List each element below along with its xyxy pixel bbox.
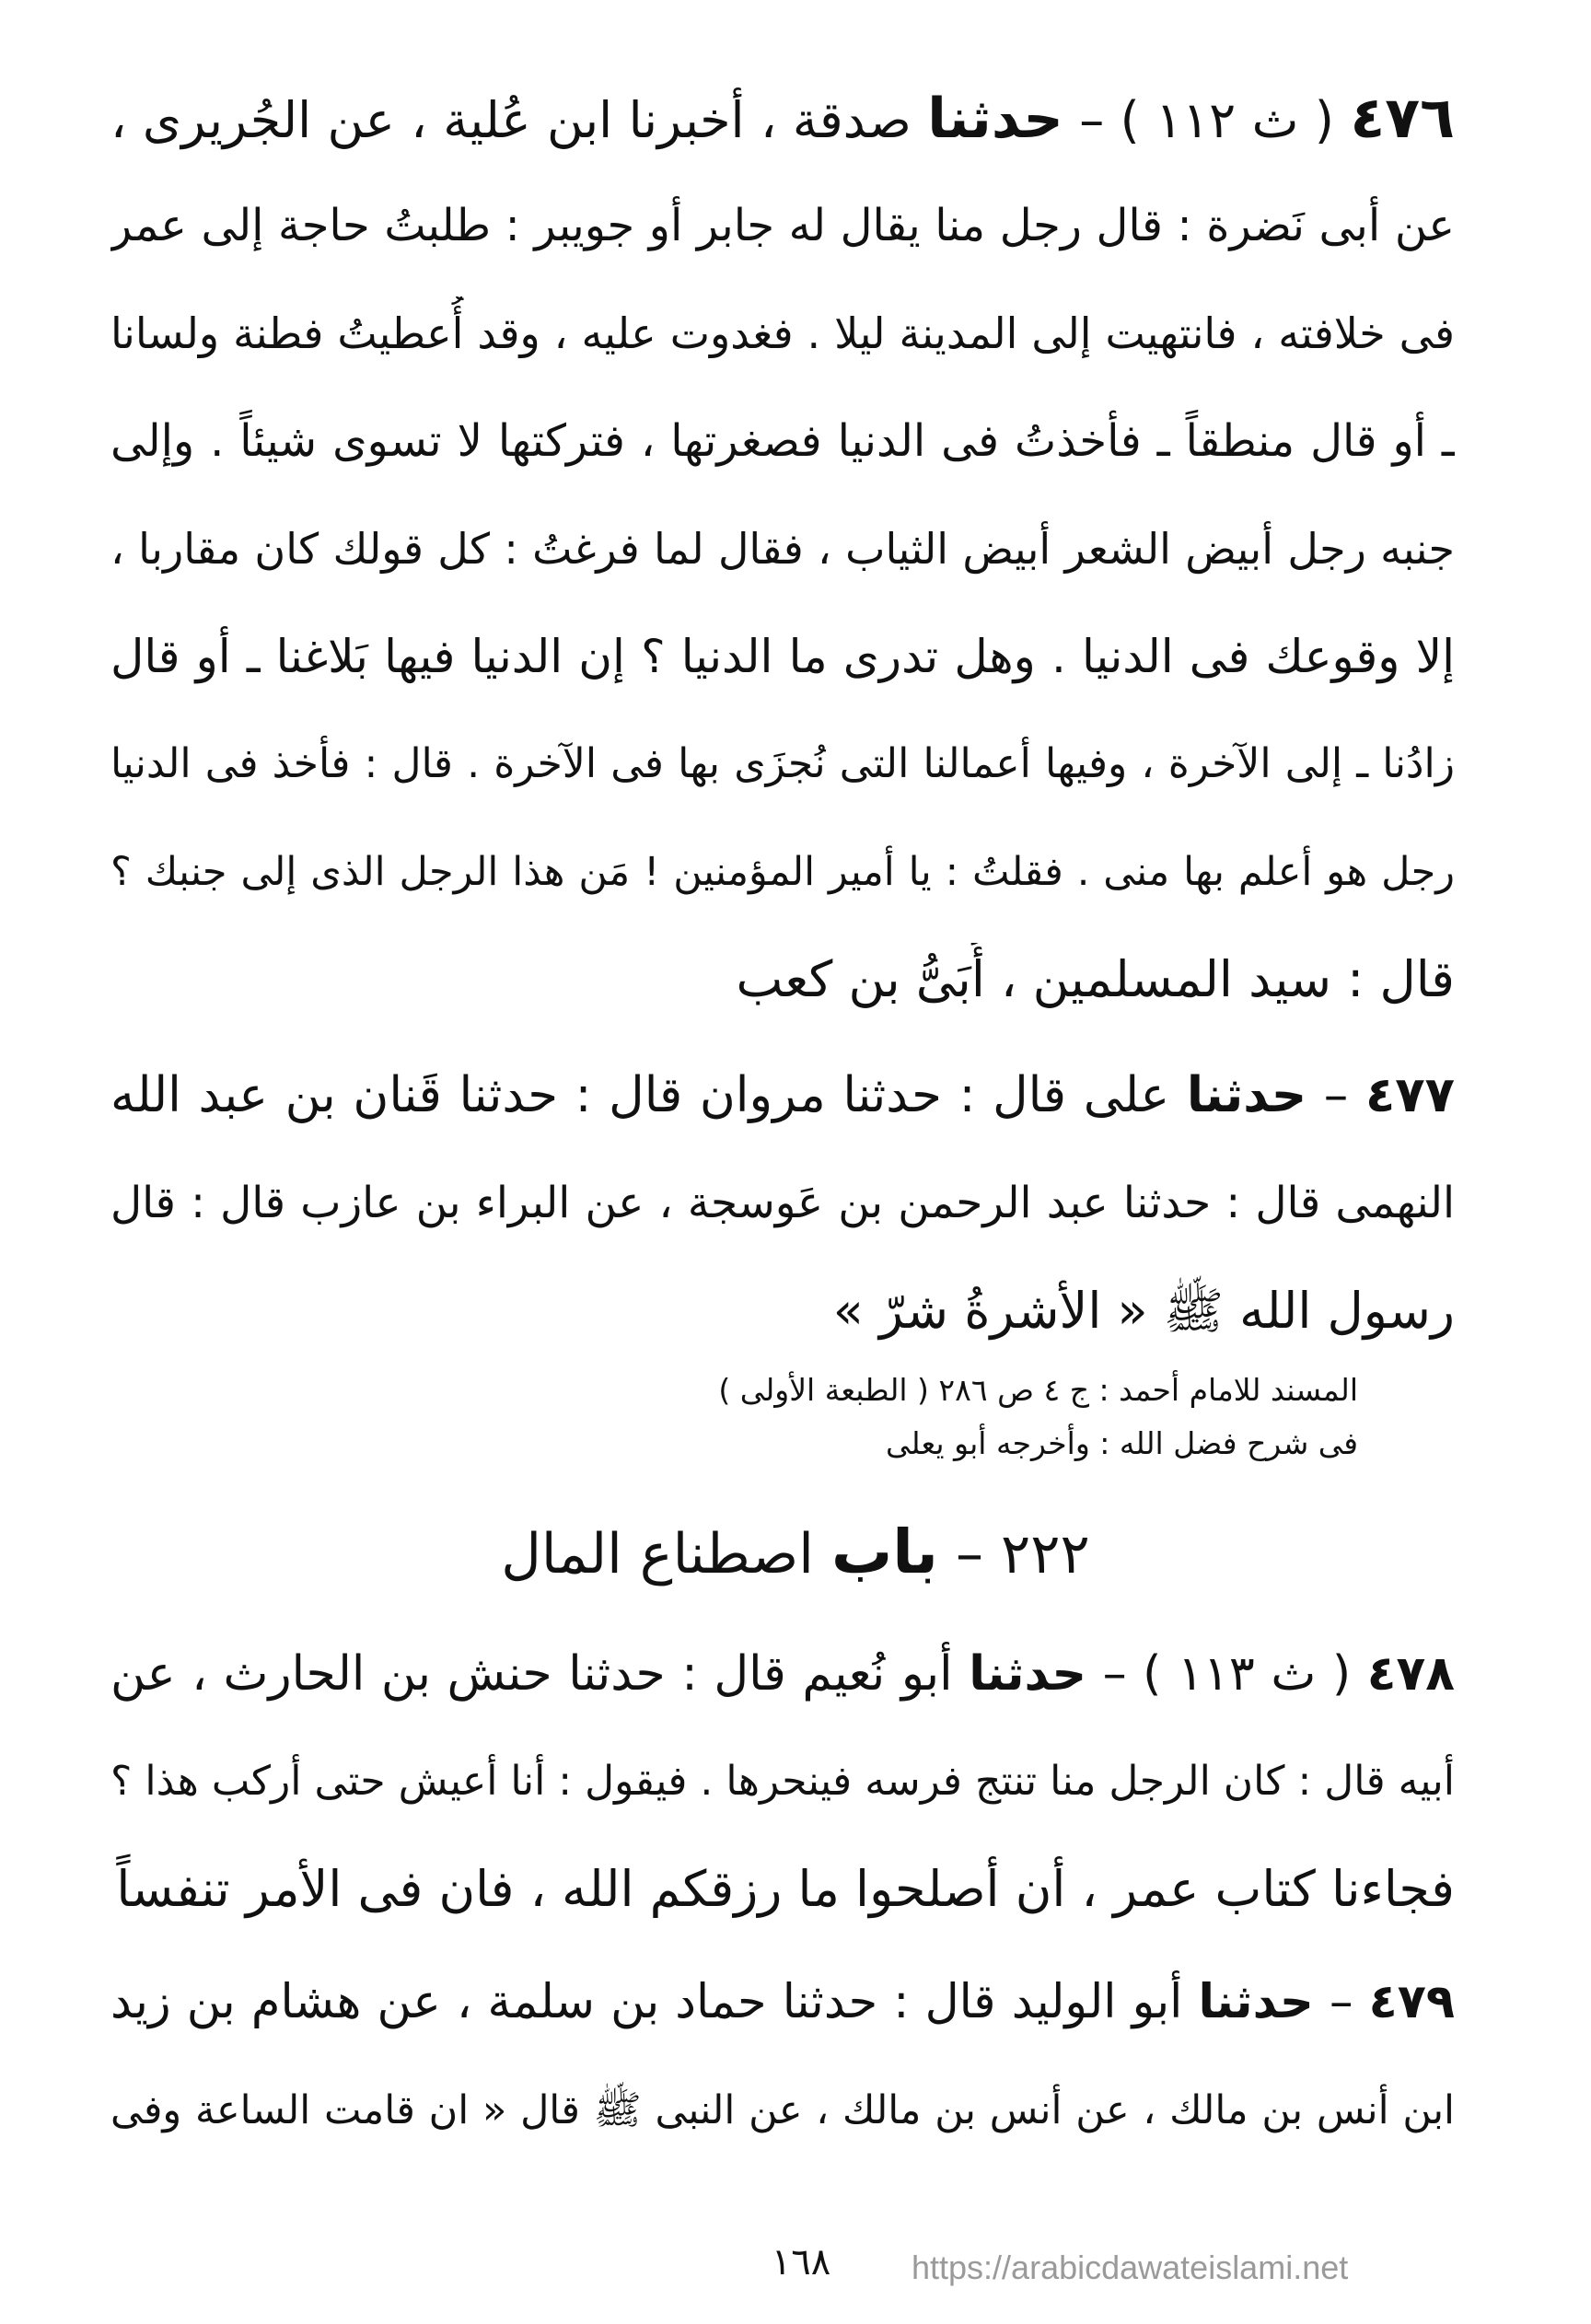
hadith-479-line-1 (110, 1966, 1455, 2043)
hadith-478-line-3: فجاءنا كتاب عمر ، أن أصلحوا ما رزقكم الله ، فان فى الأمر تنفساً (116, 1860, 1455, 1918)
hadith-476-line-6: إلا وقوعك فى الدنيا . وهل تدرى ما الدنيا ؟ إن الدنيا فيها بَلاغنا ـ أو قال (110, 630, 1455, 683)
hadith-text: صدقة ، أخبرنا ابن عُلية ، عن الجُريرى ، (110, 91, 912, 149)
footnote-2: فى شرح فضل الله : وأخرجه أبو يعلى (886, 1425, 1358, 1461)
hadith-478-line-2: أبيه قال : كان الرجل منا تنتج فرسه فينحرها . فيقول : أنا أعيش حتى أركب هذا ؟ (110, 1758, 1455, 1805)
hadith-text: أبو الوليد قال : حدثنا حماد بن سلمة ، عن هشام بن زيد (110, 1975, 1183, 2029)
chapter-word: باب (830, 1516, 938, 1587)
hadith-text: أبو نُعيم قال : حدثنا حنش بن الحارث ، عن (110, 1646, 953, 1702)
hadith-479-line-2: ابن أنس بن مالك ، عن أنس بن مالك ، عن النبى ﷺ قال « ان قامت الساعة وفى (110, 2087, 1455, 2133)
hadith-dash: – (1329, 1975, 1353, 2029)
hadith-ref: ( ث ١١٢ ) – (1079, 91, 1334, 149)
hadith-476-line-5: جنبه رجل أبيض الشعر أبيض الثياب ، فقال لما فرغتُ : كل قولك كان مقاربا ، (110, 524, 1455, 574)
hadith-number: ٤٧٧ (1365, 1067, 1455, 1123)
haddathana-keyword: حدثنا (1198, 1975, 1314, 2029)
watermark-url: https://arabicdawateislami.net (912, 2248, 1349, 2286)
hadith-476-line-3: فى خلافته ، فانتهيت إلى المدينة ليلا . فغدوت عليه ، وقد أُعطيتُ فطنة ولسانا (110, 308, 1455, 358)
hadith-476-line-1 (110, 81, 1455, 158)
hadith-476-line-8: رجل هو أعلم بها منى . فقلتُ : يا أمير المؤمنين ! مَن هذا الرجل الذى إلى جنبك ؟ (110, 849, 1455, 895)
hadith-number: ٤٧٩ (1368, 1975, 1455, 2029)
haddathana-keyword: حدثنا (969, 1646, 1086, 1702)
hadith-477-line-1 (110, 1059, 1455, 1136)
hadith-text: على قال : حدثنا مروان قال : حدثنا قَنان بن عبد الله (110, 1067, 1170, 1123)
hadith-476-line-4: ـ أو قال منطقاً ـ فأخذتُ فى الدنيا فصغرتها ، فتركتها لا تسوى شيئاً . وإلى (110, 415, 1455, 467)
hadith-476-line-9: قال : سيد المسلمين ، أُبَىُّ بن كعب (736, 950, 1455, 1008)
hadith-477-line-3: رسول الله ﷺ « الأشرةُ شرّ » (832, 1282, 1455, 1340)
hadith-476-line-2: عن أبى نَضرة : قال رجل منا يقال له جابر أو جويبر : طلبتُ حاجة إلى عمر (110, 200, 1455, 251)
hadith-477-line-2: النهمى قال : حدثنا عبد الرحمن بن عَوسجة ، عن البراء بن عازب قال : قال (110, 1178, 1455, 1228)
hadith-dash: – (1323, 1067, 1349, 1123)
footnote-1: المسند للامام أحمد : ج ٤ ص ٢٨٦ ( الطبعة الأولى ) (718, 1372, 1358, 1408)
hadith-ref: ( ث ١١٣ ) – (1102, 1646, 1352, 1702)
chapter-number: ٢٢٢ – (955, 1522, 1090, 1586)
chapter-title: اصطناع المال (501, 1522, 814, 1586)
haddathana-keyword: حدثنا (1186, 1067, 1307, 1123)
chapter-heading (276, 1510, 1315, 1598)
haddathana-keyword: حدثنا (927, 87, 1063, 151)
page-number: ١٦٨ (771, 2241, 831, 2283)
hadith-478-line-1 (110, 1637, 1455, 1714)
hadith-number: ٤٧٨ (1366, 1646, 1455, 1702)
hadith-476-line-7: زادُنا ـ إلى الآخرة ، وفيها أعمالنا التى نُجزَى بها فى الآخرة . قال : فأخذ فى الدنيا (110, 740, 1455, 787)
hadith-number: ٤٧٦ (1350, 84, 1455, 151)
